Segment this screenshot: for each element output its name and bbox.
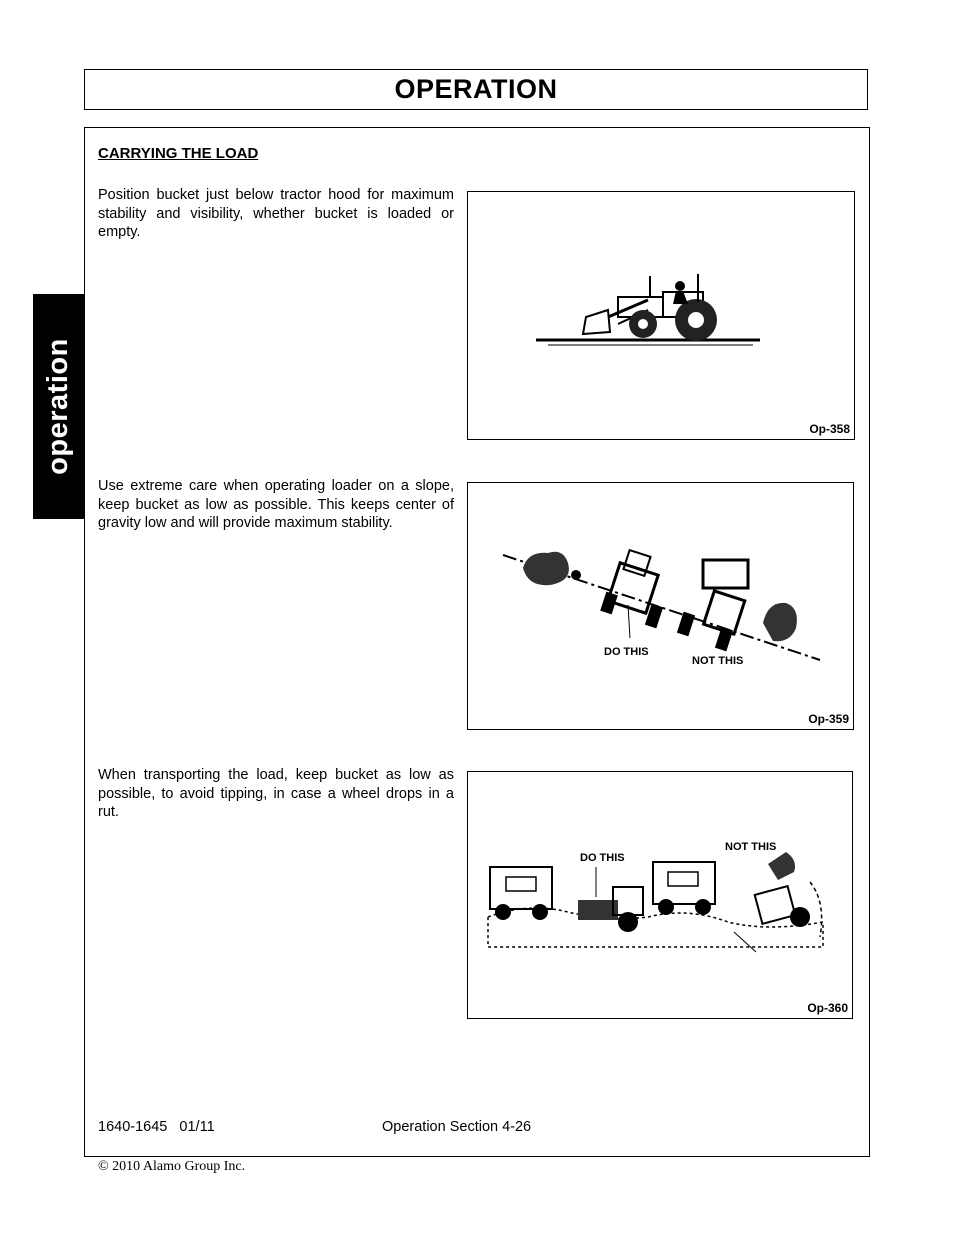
transport-illustration [468,772,854,1020]
copyright-notice: © 2010 Alamo Group Inc. [98,1159,246,1174]
section-heading: CARRYING THE LOAD [98,145,259,162]
content-area [84,127,870,1157]
figure-slope-operation [467,482,854,730]
page-title: OPERATION [394,74,558,104]
callout-not-this: NOT THIS [692,655,744,667]
instruction-paragraph-2: Use extreme care when operating loader on a slope, keep bucket as low as possible. This keeps center of gravity low and will provide maximum stability. [98,478,454,531]
figure-transporting-load [467,771,853,1019]
side-tab-label: operation [42,338,74,475]
figure-label: Op-359 [808,712,849,726]
figure-label: Op-358 [809,422,850,436]
callout-do-this: DO THIS [604,646,649,658]
instruction-paragraph-3: When transporting the load, keep bucket as low as possible, to avoid tipping, in case a wheel drops in a rut. [98,767,454,820]
figure-label: Op-360 [807,1001,848,1015]
slope-illustration [468,483,855,731]
callout-not-this: NOT THIS [725,841,777,853]
footer-doc-code: 1640-1645 01/11 [98,1119,215,1135]
side-section-tab [33,294,84,519]
page-header [84,69,868,110]
tractor-illustration [468,192,856,441]
figure-tractor-bucket-low [467,191,855,440]
footer-section-page: Operation Section 4-26 [382,1119,532,1135]
callout-do-this: DO THIS [580,852,625,864]
instruction-paragraph-1: Position bucket just below tractor hood for maximum stability and visibility, whether bucket is loaded or empty. [98,187,454,240]
